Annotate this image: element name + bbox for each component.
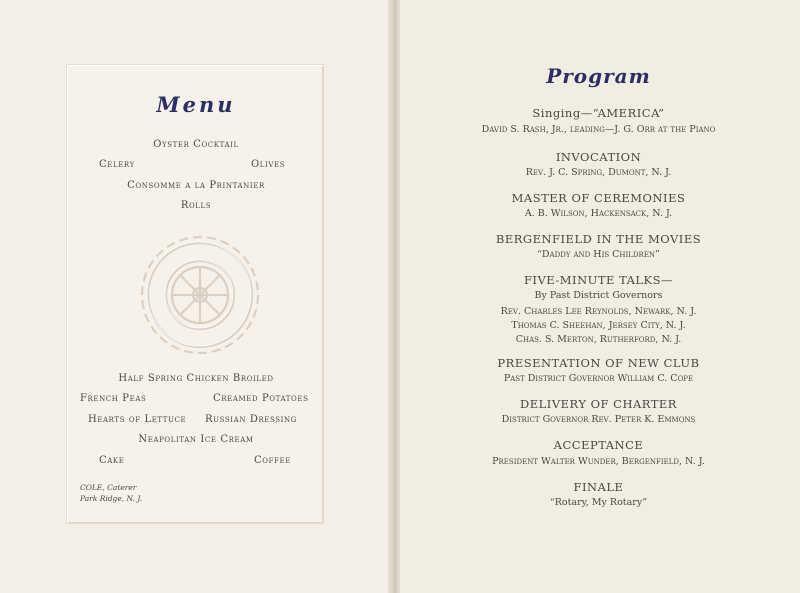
program-charter-heading: DELIVERY OF CHARTER [520, 397, 677, 411]
program-talks-detail: By Past District Governors [534, 290, 663, 301]
program-talks-speaker-1: Rev. Charles Lee Reynolds, Newark, N. J. [500, 306, 697, 317]
program-invocation-heading: INVOCATION [555, 150, 642, 164]
menu-item-oyster-cocktail: Oyster Cocktail [153, 139, 239, 150]
caterer-name: COLE, Caterer [80, 483, 137, 492]
menu-item-dressing: Russian Dressing [205, 414, 297, 425]
program-talks-speaker-3: Chas. S. Merton, Rutherford, N. J. [515, 334, 682, 345]
menu-item-peas: French Peas [80, 393, 147, 404]
menu-item-potatoes: Creamed Potatoes [213, 393, 309, 404]
menu-item-consomme: Consomme a la Printanier [127, 180, 265, 191]
program-finale-heading: FINALE [573, 480, 624, 494]
program-talks-speaker-2: Thomas C. Sheehan, Jersey City, N. J. [511, 320, 686, 331]
program-charter-detail: District Governor Rev. Peter K. Emmons [501, 414, 696, 425]
program-invocation-detail: Rev. J. C. Spring, Dumont, N. J. [525, 167, 672, 178]
program-movies-detail: “Daddy and His Children” [537, 249, 660, 260]
menu-item-cake: Cake [99, 455, 125, 466]
menu-item-rolls: Rolls [180, 200, 212, 211]
menu-item-olives: Olives [251, 159, 286, 170]
program-presentation-heading: PRESENTATION OF NEW CLUB [497, 356, 700, 370]
menu-title: Menu [156, 92, 236, 117]
program-singing-heading: Singing—“AMERICA” [532, 106, 665, 120]
program-acceptance-detail: President Walter Wunder, Bergenfield, N. J. [492, 456, 705, 467]
caterer-town: Park Ridge, N. J. [80, 494, 143, 503]
menu-item-coffee: Coffee [254, 455, 291, 466]
menu-item-chicken: Half Spring Chicken Broiled [118, 373, 274, 384]
program-ceremonies-heading: MASTER OF CEREMONIES [511, 191, 686, 205]
program-movies-heading: BERGENFIELD IN THE MOVIES [495, 232, 702, 246]
program-acceptance-heading: ACCEPTANCE [553, 438, 644, 452]
program-title: Program [546, 64, 651, 88]
program-singing-detail: David S. Rash, Jr., leading—J. G. Orr at the Piano [481, 124, 716, 135]
program-finale-detail: “Rotary, My Rotary” [549, 497, 648, 508]
menu-item-celery: Celery [99, 159, 135, 170]
rotary-seal-emblem [135, 230, 265, 360]
menu-item-ice-cream: Neapolitan Ice Cream [138, 434, 254, 445]
program-ceremonies-detail: A. B. Wilson, Hackensack, N. J. [524, 208, 673, 219]
menu-item-lettuce: Hearts of Lettuce [88, 414, 187, 425]
program-talks-heading: FIVE-MINUTE TALKS— [523, 273, 674, 287]
program-presentation-detail: Past District Governor William C. Cope [503, 373, 694, 384]
